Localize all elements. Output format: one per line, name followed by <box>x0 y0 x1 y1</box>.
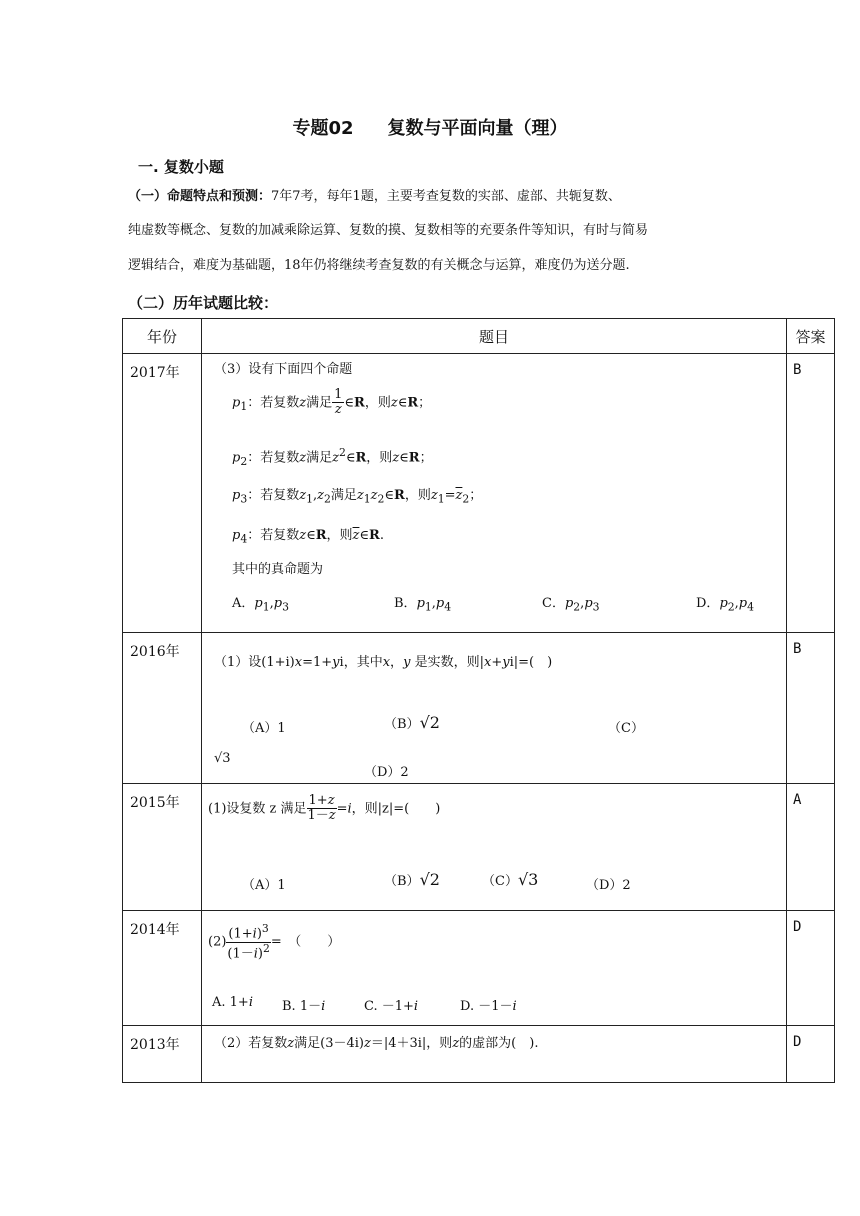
year-cell: 2016年 <box>123 633 202 784</box>
option-d: D. －1－i <box>460 999 517 1014</box>
proposition-p1: $p_1$：若复数z满足 $\frac{1}{z}$ ∈R，则z∈R； <box>232 387 432 418</box>
option-a: （A）1 <box>242 878 286 893</box>
table-row <box>123 784 835 911</box>
option-a: A．$p_1,p_3$ <box>232 596 289 614</box>
option-c: （C）√3 <box>482 870 539 889</box>
true-proposition-prompt: 其中的真命题为 <box>232 562 324 577</box>
option-b: B. 1－i <box>282 999 326 1014</box>
table-row <box>123 1026 835 1083</box>
intro-line-2: 纯虚数等概念、复数的加减乘除运算、复数的摸、复数相等的充要条件等知识，有时与简易 <box>128 223 649 238</box>
question-cell <box>202 633 787 784</box>
header-answer: 答案 <box>787 319 835 354</box>
option-c: C. －1+i <box>364 999 419 1014</box>
section-heading-complex: 一. 复数小题 <box>138 158 224 176</box>
answer-cell: A <box>787 784 835 911</box>
option-c: （C） <box>608 721 644 736</box>
section-heading-history: （二）历年试题比较： <box>128 294 279 312</box>
question-text: (2) $\frac{(1+i)^3}{(1-i)^2}$ = （ ） <box>208 922 341 961</box>
answer-cell: B <box>787 354 835 633</box>
proposition-p4: $p_4$：若复数z∈R，则$\overline{z}\in R$. <box>232 528 384 546</box>
table-row <box>123 911 835 1026</box>
option-c-value: √3 <box>214 751 231 766</box>
intro-line-3: 逻辑结合，难度为基础题，18年仍将继续考查复数的有关概念与运算，难度仍为送分题. <box>128 258 630 273</box>
option-b: B．$p_1,p_4$ <box>394 596 452 614</box>
question-cell <box>202 911 787 1026</box>
question-cell <box>202 784 787 911</box>
option-b: （B）√2 <box>384 713 440 732</box>
page-title: 专题02 复数与平面向量（理） <box>292 118 568 139</box>
year-cell: 2013年 <box>123 1026 202 1083</box>
option-d: （D）2 <box>364 765 409 780</box>
question-text: （2）若复数z满足(3－4i)z＝|4＋3i|，则z的虚部为( ). <box>214 1036 539 1051</box>
option-c: C．$p_2,p_3$ <box>542 596 600 614</box>
intro-line-1: （一）命题特点和预测：7年7考，每年1题，主要考查复数的实部、虚部、共轭复数、 <box>128 189 621 204</box>
question-table <box>122 318 835 1083</box>
year-cell: 2014年 <box>123 911 202 1026</box>
year-cell: 2017年 <box>123 354 202 633</box>
proposition-p2: $p_2$：若复数z满足$z^2\in R$，则z∈R； <box>232 446 433 468</box>
table-row <box>123 354 835 633</box>
header-year: 年份 <box>123 319 202 354</box>
question-cell <box>202 1026 787 1083</box>
option-a: A. 1+i <box>212 995 253 1010</box>
answer-cell: D <box>787 911 835 1026</box>
option-d: D．$p_2,p_4$ <box>696 596 755 614</box>
year-cell: 2015年 <box>123 784 202 911</box>
proposition-p3: $p_3$：若复数$z_1,z_2$满足$z_1z_2\in R$，则$z_1=\overline{z}_2$； <box>232 488 483 506</box>
option-d: （D）2 <box>586 878 631 893</box>
answer-cell: B <box>787 633 835 784</box>
question-text: （1）设(1+i)x=1+yi，其中x，y 是实数，则|x+yi|=( ) <box>214 655 553 670</box>
option-b: （B）√2 <box>384 870 440 889</box>
question-text: (1)设复数 z 满足 $\frac{1+z}{1-z}$ =i，则|z|=( ) <box>208 793 441 824</box>
option-a: （A）1 <box>242 721 286 736</box>
header-question: 题目 <box>202 319 787 354</box>
question-intro: （3）设有下面四个命题 <box>214 362 353 377</box>
question-cell <box>202 354 787 633</box>
answer-cell: D <box>787 1026 835 1083</box>
table-header-row <box>123 319 835 354</box>
table-row <box>123 633 835 784</box>
